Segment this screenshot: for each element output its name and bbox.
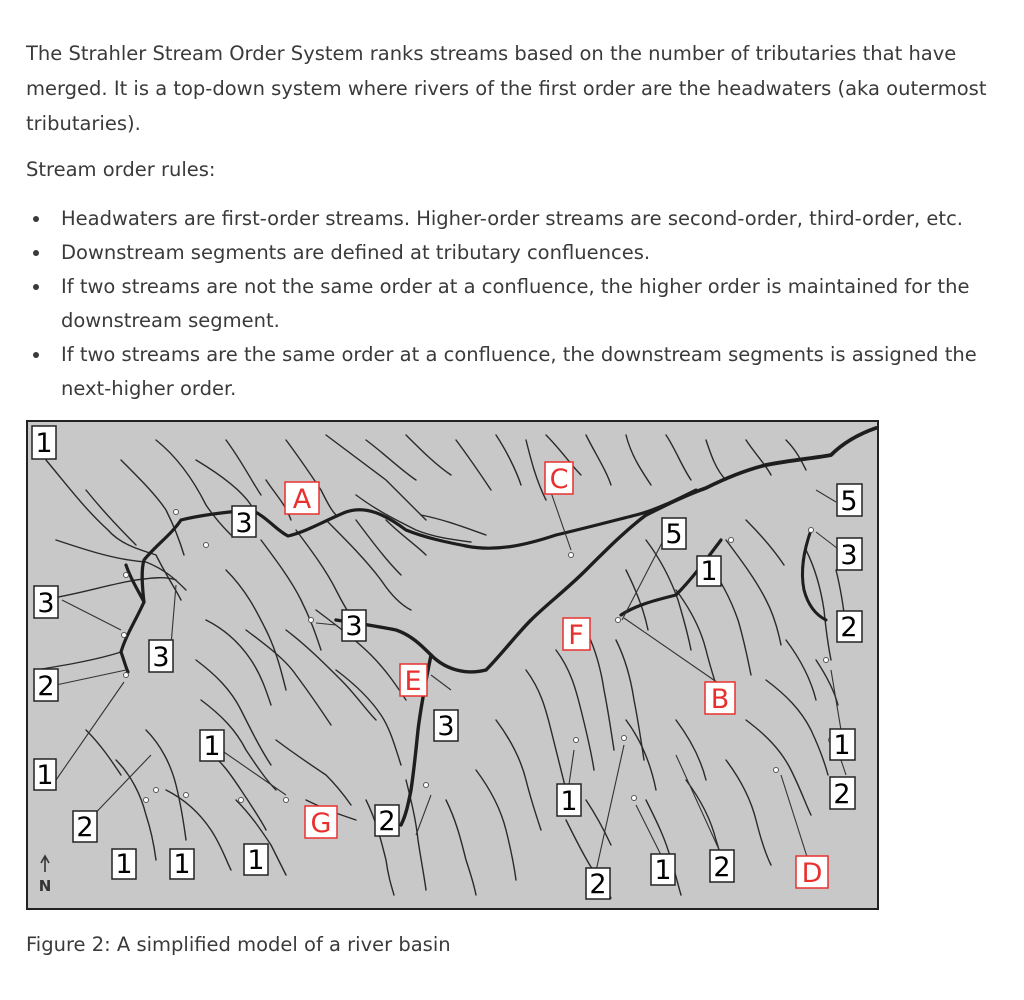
rules-list (26, 202, 1016, 406)
order-label: 3 (235, 508, 253, 539)
order-label: 3 (437, 711, 455, 742)
order-label: 3 (840, 540, 858, 571)
order-label: 1 (654, 855, 672, 886)
order-label: 1 (833, 730, 851, 761)
rule-item: If two streams are not the same order at a confluence, the higher order is maintained for the downstream segment. (26, 270, 1016, 338)
order-label: 5 (665, 519, 683, 550)
order-label: 3 (37, 588, 55, 619)
letter-label-b: B (710, 684, 730, 715)
letter-label-e: E (404, 666, 422, 697)
order-label: 1 (35, 428, 53, 459)
intro-paragraph: The Strahler Stream Order System ranks streams based on the number of tributaries that have merged. It is a top-down system where rivers of the first order are the headwaters (aka outermost tributaries). (26, 42, 987, 135)
order-label: 2 (833, 779, 851, 810)
order-label: 5 (840, 486, 858, 517)
order-label: 1 (36, 760, 54, 791)
order-label: 2 (37, 671, 55, 702)
north-label: N (38, 877, 52, 895)
order-label: 1 (560, 786, 578, 817)
rule-item: Downstream segments are defined at tributary confluences. (26, 236, 1016, 270)
order-label: 2 (378, 806, 396, 837)
order-label: 3 (345, 611, 363, 642)
order-label: 2 (840, 612, 858, 643)
order-label: 2 (589, 869, 607, 900)
river-basin-map (26, 420, 879, 910)
order-label: 1 (115, 849, 133, 880)
letter-label-d: D (801, 858, 823, 889)
letter-label-g: G (310, 808, 332, 839)
rule-item: If two streams are the same order at a confluence, the downstream segments is assigned the next-higher order. (26, 338, 1016, 406)
order-label: 1 (247, 845, 265, 876)
figure-caption: Figure 2: A simplified model of a river basin (26, 933, 451, 956)
order-label: 2 (76, 812, 94, 843)
order-label: 3 (152, 642, 170, 673)
letter-label-c: C (549, 464, 569, 495)
rule-item: Headwaters are first-order streams. Higher-order streams are second-order, third-order, etc. (26, 202, 1016, 236)
order-label: 1 (173, 849, 191, 880)
order-label: 1 (203, 731, 221, 762)
letter-label-a: A (292, 484, 312, 515)
order-label: 2 (713, 852, 731, 883)
order-label: 1 (700, 556, 718, 587)
rules-heading: Stream order rules: (26, 158, 216, 181)
letter-label-f: F (568, 620, 584, 651)
